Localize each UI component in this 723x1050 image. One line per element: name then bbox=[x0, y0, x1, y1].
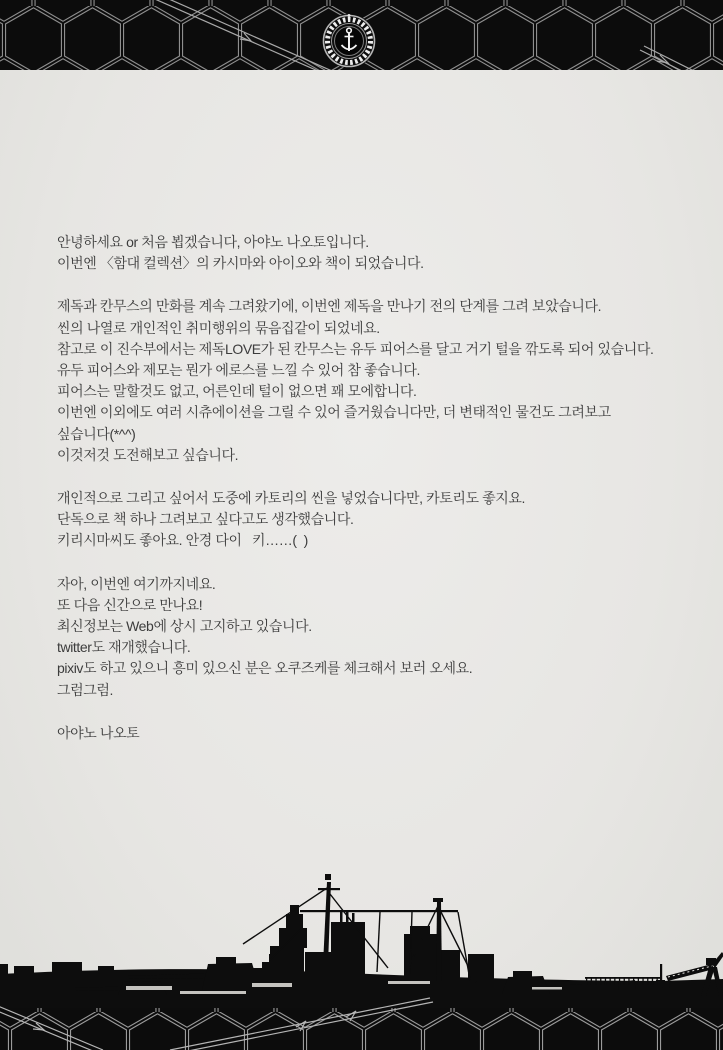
naval-emblem bbox=[321, 13, 377, 69]
afterword-line: 키리시마씨도 좋아요. 안경 다이 키……( ) bbox=[57, 532, 308, 549]
afterword-line: 안녕하세요 or 처음 뵙겠습니다, 아야노 나오토입니다. bbox=[57, 234, 369, 250]
footer-artwork bbox=[0, 860, 723, 1050]
afterword-text bbox=[57, 232, 709, 766]
afterword-line: 이것저것 도전해보고 싶습니다. bbox=[57, 446, 239, 463]
afterword-line: 자아, 이번엔 여기까지네요. bbox=[57, 575, 216, 592]
afterword-line: 이번엔 이외에도 여러 시츄에이션을 그릴 수 있어 즐거웠습니다만, 더 변태적인 물건도 그려보고 bbox=[57, 404, 611, 421]
afterword-paragraph bbox=[57, 232, 709, 274]
signature bbox=[57, 723, 709, 744]
signature-line: 아야노 나오토 bbox=[57, 724, 140, 741]
afterword-paragraph bbox=[57, 296, 709, 466]
afterword-line: 단독으로 책 하나 그려보고 싶다고도 생각했습니다. bbox=[57, 511, 354, 528]
afterword-line: 최신정보는 Web에 상시 고지하고 있습니다. bbox=[57, 618, 312, 635]
afterword-line: pixiv도 하고 있으니 흥미 있으신 분은 오쿠즈케를 체크해서 보러 오세요. bbox=[57, 660, 473, 677]
afterword-line: 참고로 이 진수부에서는 제독LOVE가 된 칸무스는 유두 피어스를 달고 거기 털을 깎도록 되어 있습니다. bbox=[57, 340, 654, 357]
footer-band bbox=[0, 1008, 723, 1050]
afterword-line: twitter도 재개했습니다. bbox=[57, 639, 191, 656]
afterword-line: 싶습니다(*^^) bbox=[57, 425, 136, 442]
afterword-paragraph bbox=[57, 488, 709, 552]
afterword-paragraph bbox=[57, 574, 709, 701]
anchor-roundel-icon bbox=[321, 13, 377, 69]
afterword-line: 이번엔 〈함대 컬렉션〉의 카시마와 아이오와 책이 되었습니다. bbox=[57, 255, 424, 272]
afterword-line: 유두 피어스와 제모는 뭔가 에로스를 느낄 수 있어 참 좋습니다. bbox=[57, 362, 420, 379]
afterword-line: 그럼그럼. bbox=[57, 681, 113, 698]
afterword-line: 또 다음 신간으로 만나요! bbox=[57, 596, 203, 613]
afterword-line: 피어스는 말할것도 없고, 어른인데 털이 없으면 꽤 모에합니다. bbox=[57, 383, 417, 400]
battleship-silhouette bbox=[0, 860, 723, 1050]
afterword-line: 씬의 나열로 개인적인 취미행위의 묶음집같이 되었네요. bbox=[57, 319, 380, 336]
afterword-line: 개인적으로 그리고 싶어서 도중에 카토리의 씬을 넣었습니다만, 카토리도 좋지요. bbox=[57, 490, 525, 507]
afterword-line: 제독과 칸무스의 만화를 계속 그려왔기에, 이번엔 제독을 만나기 전의 단계를 그려 보았습니다. bbox=[57, 298, 602, 315]
